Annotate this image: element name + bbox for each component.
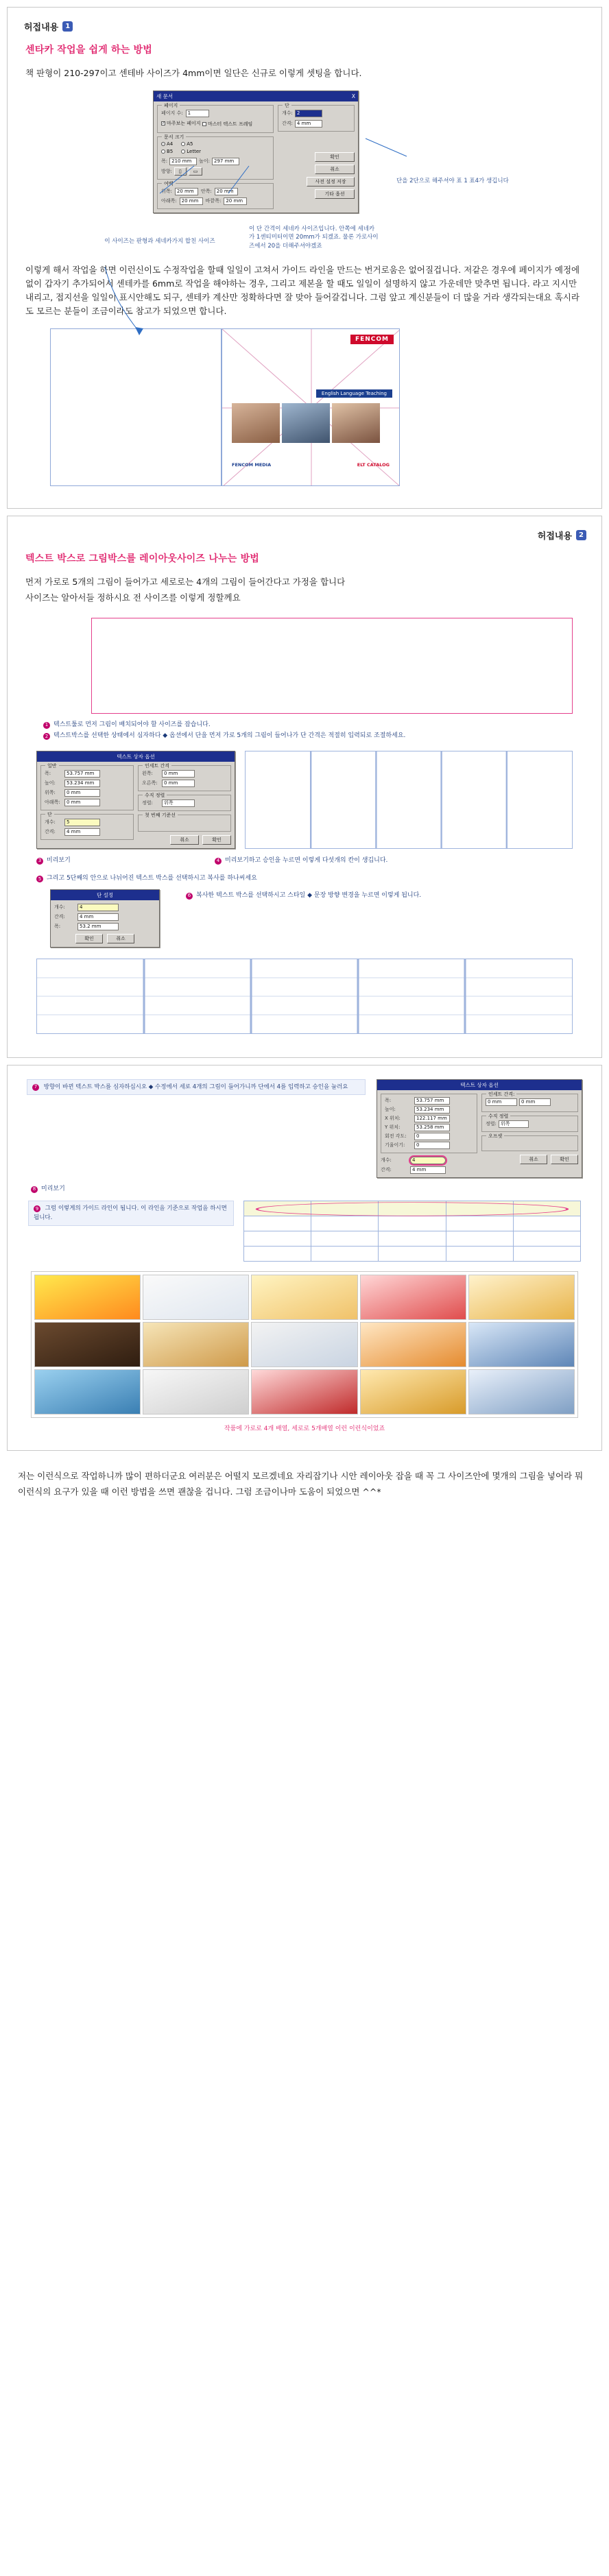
- width-input[interactable]: 53.2 mm: [77, 923, 119, 930]
- table-row: [244, 1216, 581, 1231]
- grid-cell: [379, 1216, 446, 1231]
- baseline-group: [138, 812, 231, 832]
- section-1-header: [24, 20, 586, 33]
- section-2-number-badge: 2: [576, 530, 586, 540]
- radio-icon: [161, 149, 165, 154]
- caption-preview-3: [31, 1185, 586, 1194]
- count-input[interactable]: 4: [77, 904, 119, 911]
- caption-below2: [186, 891, 573, 901]
- cover-tagline: English Language Teaching: [316, 389, 392, 398]
- radio-a5[interactable]: [181, 141, 193, 147]
- cover-spread: [50, 328, 586, 486]
- column-group-label: 단: [283, 102, 291, 109]
- cover-photo-1: [232, 403, 280, 443]
- column-preview-grid: [245, 751, 573, 849]
- column-guides: [246, 751, 572, 848]
- catalog-layout-mock: [31, 1271, 578, 1418]
- margin-bottom-label: 아래쪽:: [161, 198, 177, 204]
- column-group: [40, 811, 134, 840]
- section-2-intro-2: 사이즈는 알아서들 정하시요 전 사이즈를 이렇게 정할께요: [25, 592, 241, 603]
- section-3-mid-row: [28, 1201, 581, 1262]
- guide-grid-table: [243, 1201, 581, 1262]
- caption-below: [36, 874, 573, 884]
- section-1-sheet: [7, 7, 602, 509]
- width-label: 폭:: [385, 1098, 392, 1103]
- radio-a4[interactable]: [161, 141, 173, 147]
- textbox-options-dialog-2[interactable]: [377, 1079, 582, 1178]
- column-group: [278, 102, 355, 132]
- width-input[interactable]: 53.757 mm: [64, 770, 100, 778]
- page-group-label: 페이지: [162, 102, 180, 109]
- margin-inside-label: 안쪽:: [200, 189, 212, 194]
- dialog-title-text: 텍스트 상자 옵션: [460, 1081, 499, 1088]
- vjust-group: [138, 792, 231, 811]
- general-group-label: 일반: [45, 762, 59, 769]
- catalog-item: [251, 1322, 357, 1367]
- x-input[interactable]: 122.117 mm: [414, 1115, 450, 1122]
- radio-letter-label: Letter: [187, 148, 202, 154]
- inset-group: [138, 762, 231, 791]
- ok-button[interactable]: 확인: [315, 152, 355, 162]
- geometry-group: [381, 1094, 477, 1153]
- inset-left-label: 왼쪽:: [142, 771, 153, 776]
- margin-group: [157, 180, 274, 209]
- table-row: [244, 1201, 581, 1216]
- callout-left: 이 사이즈는 판형과 세네카가지 합친 사이즈: [104, 237, 215, 245]
- new-document-dialog[interactable]: [153, 91, 359, 213]
- col-count-label: 개수:: [45, 819, 56, 825]
- inset-right-input[interactable]: 0 mm: [162, 780, 195, 787]
- x-label: X 위치:: [385, 1116, 401, 1121]
- grid-cell: [446, 1231, 513, 1247]
- caption-right-text: 미리보기하고 승인을 누르면 이렇게 다섯개의 칸이 생깁니다.: [225, 856, 388, 864]
- bullet-5-icon: 5: [36, 876, 43, 882]
- facing-pages-label: 마주보는 페이지: [167, 120, 201, 126]
- rotated-grid-preview: [36, 959, 573, 1034]
- align-select[interactable]: 위쪽: [162, 799, 195, 807]
- bullet-8-icon: 8: [31, 1186, 38, 1193]
- caption-preview-3-text: 미리보기: [41, 1185, 65, 1192]
- catalog-item: [468, 1322, 575, 1367]
- grid-cell: [446, 1216, 513, 1231]
- section-1-intro: 책 판형이 210-297이고 센테바 사이즈가 4mm이면 일단은 신규로 이렇게 셋팅을 합니다.: [25, 68, 362, 78]
- grid-cell: [244, 1231, 311, 1247]
- catalog-item: [34, 1369, 141, 1415]
- cancel-button[interactable]: 취소: [107, 934, 134, 943]
- empty-text-box[interactable]: [91, 618, 573, 714]
- facing-pages-checkbox[interactable]: [161, 120, 201, 127]
- grid-cell: [311, 1216, 379, 1231]
- dialog-title-text: 새 문서: [156, 93, 174, 99]
- radio-icon: [181, 142, 185, 146]
- front-cover-page: [222, 328, 400, 486]
- inset-group: [481, 1091, 578, 1112]
- checkbox-icon: [202, 122, 206, 126]
- doc-size-group: [157, 136, 274, 180]
- cover-photo-2: [282, 403, 330, 443]
- catalog-item: [34, 1275, 141, 1320]
- section-1-number-badge: 1: [62, 21, 73, 32]
- width-label: 폭:: [45, 771, 51, 776]
- inset-top-input[interactable]: 0 mm: [64, 789, 100, 797]
- page-count-label: 페이지 수:: [161, 110, 183, 116]
- align-label: 정렬:: [486, 1121, 497, 1127]
- catalog-item: [360, 1369, 466, 1415]
- grid-cell: [379, 1231, 446, 1247]
- section-2-sheet: [7, 516, 602, 1058]
- dialog-body: [154, 101, 358, 213]
- grid-cell: [446, 1201, 513, 1216]
- width-label: 폭:: [54, 924, 61, 929]
- section-1-header-label: 허접내용: [24, 23, 59, 33]
- skew-input[interactable]: 0: [414, 1142, 450, 1149]
- angle-input[interactable]: 0: [414, 1133, 450, 1140]
- column-gutter-input[interactable]: 4 mm: [295, 120, 322, 128]
- back-cover-page: [50, 328, 222, 486]
- more-options-button[interactable]: 기타 옵션: [315, 189, 355, 199]
- vjust-group-label: 수직 정렬: [486, 1113, 510, 1120]
- column-settings-dialog[interactable]: [50, 889, 160, 948]
- catalog-item: [143, 1369, 249, 1415]
- guide-grid-wrap: [243, 1201, 581, 1262]
- inset-left-input[interactable]: 0 mm: [162, 770, 195, 778]
- offset-group: [481, 1135, 578, 1151]
- inset-bottom-label: 아래쪽:: [45, 799, 60, 805]
- col-gutter-input[interactable]: 4 mm: [64, 828, 100, 836]
- section-2-caption-row: [36, 854, 573, 868]
- note-item: [43, 732, 566, 741]
- ok-button[interactable]: 확인: [551, 1155, 578, 1164]
- column-group-label: 단: [45, 811, 54, 818]
- margin-bottom-input[interactable]: 20 mm: [180, 197, 203, 205]
- width-label: 폭:: [161, 158, 168, 164]
- gutter-label: 간격:: [54, 914, 65, 919]
- textbox-options-row: [36, 751, 573, 849]
- caption-mid-text: 그럼 이렇게의 가이드 라인이 됩니다. 이 라인을 기준으로 작업을 하시면 됩니다.: [34, 1205, 227, 1221]
- close-icon[interactable]: X: [351, 93, 355, 99]
- callout-mid: 이 단 간격이 세네카 사이즈입니다. 안쪽에 세네카가 1센티미터이면 20mm가 되겠죠. 물론 가로사이즈에서 20을 더해주셔야겠죠: [249, 225, 379, 250]
- align-label: 정렬:: [142, 800, 153, 806]
- skew-label: 기울이기:: [385, 1142, 405, 1148]
- bullet-7-icon: 7: [32, 1084, 39, 1091]
- cover-bottom-right: ELT CATALOG: [357, 461, 390, 468]
- margin-outside-input[interactable]: 20 mm: [224, 197, 247, 205]
- section-3-top-row: [27, 1079, 582, 1178]
- dialog-titlebar: [377, 1080, 582, 1090]
- cover-photo-3: [332, 403, 380, 443]
- col-count-input[interactable]: 5: [64, 819, 100, 826]
- radio-a4-label: A4: [167, 141, 174, 147]
- angle-label: 회전 각도:: [385, 1133, 407, 1139]
- bullet-1-icon: 1: [43, 722, 50, 729]
- caption-preview-text: 미리보기: [47, 856, 71, 864]
- inset-b-input[interactable]: 0 mm: [519, 1098, 551, 1106]
- section-2-intro-1: 먼저 가로로 5개의 그림이 들어가고 세로로는 4개의 그림이 들어간다고 가정을 합니다: [25, 576, 346, 587]
- grid-cell: [513, 1231, 580, 1247]
- general-group: [40, 762, 134, 810]
- master-frame-label: 마스터 텍스트 프레임: [207, 121, 253, 127]
- section-2-header-label: 허접내용: [537, 531, 572, 542]
- bullet-4-icon: 4: [215, 858, 222, 865]
- section-1-title: 센타카 작업을 쉽게 하는 방법: [25, 45, 152, 56]
- save-preset-button[interactable]: 사전 설정 저장: [307, 177, 355, 186]
- note-2-text: 텍스트박스를 선택한 상태에서 심자하다 ◆ 옵션에서 단을 먼저 가로 5개의 그림이 들어나가 단 간격은 적절히 입력되로 조절하세요.: [53, 732, 406, 739]
- catalog-item: [360, 1322, 466, 1367]
- section-1-para2: 이렇게 해서 작업을 하면 이런신이도 수정작업을 할때 일일이 고쳐서 가이드 라인을 만드는 번거로움은 없어질겁니다. 저같은 경우에 페이지가 예정에 없이 갑자기 추가되어서 센테카를 6mm로 작업을 해야하는 경우, 그리고 제본을 할 때도 일일이 설명하지 않고 가운데만 맞추면 됩니다. 라고 지시만 내리고, 접지선을 일일이 표시안해도 되구, 센테카 계산만 정확하다면 잘 맞아 들어갈겁니다. 그럼 앞고 계신분들이 더 많을 거라 생각되는대요 혹시라도 모르는 분들이 조금이라도 참고가 되었으면 합니다.: [25, 264, 580, 317]
- gutter-input[interactable]: 4 mm: [77, 913, 119, 921]
- col-gutter-input[interactable]: 4 mm: [410, 1166, 446, 1174]
- catalog-item: [468, 1369, 575, 1415]
- master-frame-checkbox[interactable]: [202, 121, 252, 128]
- doc-size-group-label: 문서 크기: [162, 134, 186, 141]
- section-3-sheet: [7, 1065, 602, 1452]
- catalog-item: [251, 1275, 357, 1320]
- note-item: [43, 721, 566, 730]
- page-group: [157, 102, 274, 133]
- section-2-title: 텍스트 박스로 그림박스를 레이아웃사이즈 나누는 방법: [25, 553, 260, 564]
- orientation-portrait-button[interactable]: ▯: [174, 167, 187, 176]
- inset-a-input[interactable]: 0 mm: [486, 1098, 517, 1106]
- grid-cell: [244, 1247, 311, 1262]
- catalog-item: [143, 1322, 249, 1367]
- offset-group-label: 오프셋: [486, 1133, 504, 1140]
- orientation-label: 방향:: [161, 168, 172, 174]
- column-gutter-label: 간격:: [282, 121, 293, 126]
- caption-right: [215, 856, 573, 866]
- margin-group-label: 여백: [162, 180, 176, 187]
- grid-cell: [244, 1216, 311, 1231]
- y-label: Y 위치:: [385, 1124, 401, 1130]
- dialog-titlebar: [154, 91, 358, 101]
- column-count-label: 개수:: [282, 110, 293, 116]
- catalog-item: [143, 1275, 249, 1320]
- dialog-body: [51, 900, 159, 947]
- grid-cell: [244, 1201, 311, 1216]
- baseline-group-label: 첫 번째 기준선: [143, 812, 178, 819]
- margin-inside-input[interactable]: 20 mm: [215, 188, 238, 195]
- bullet-9-icon: 9: [34, 1205, 40, 1212]
- dialog-body: [377, 1090, 582, 1177]
- margin-top-label: 위쪽:: [161, 189, 172, 194]
- height-label: 높이:: [45, 780, 56, 786]
- catalog-item: [251, 1369, 357, 1415]
- cancel-button[interactable]: 취소: [315, 165, 355, 174]
- textbox-options-dialog[interactable]: [36, 751, 235, 849]
- inset-right-label: 오른쪽:: [142, 780, 158, 786]
- radio-icon: [161, 142, 165, 146]
- radio-icon: [181, 149, 185, 154]
- dialog-titlebar: [37, 751, 235, 762]
- ok-button[interactable]: 확인: [75, 934, 103, 943]
- radio-letter[interactable]: [181, 149, 201, 154]
- section-2-header: [24, 529, 586, 542]
- grid-cell: [311, 1231, 379, 1247]
- grid-cell: [379, 1201, 446, 1216]
- checkbox-icon: [161, 121, 165, 125]
- grid-cell: [311, 1247, 379, 1262]
- grid-guides: [37, 959, 572, 1033]
- width-input[interactable]: 210 mm: [169, 158, 197, 165]
- cancel-button[interactable]: 취소: [170, 835, 199, 845]
- vjust-group: [481, 1113, 578, 1132]
- column-count-input[interactable]: 2: [295, 110, 322, 117]
- note-1-text: 텍스트툴로 먼저 그림이 배치되어야 할 사이즈를 잡습니다.: [53, 721, 211, 728]
- grid-cell: [513, 1216, 580, 1231]
- height-label: 높이:: [385, 1107, 396, 1112]
- caption-mid: [28, 1201, 234, 1226]
- closing-paragraph: 저는 이런식으로 작업하니까 많이 편하더군요 여러분은 어떨지 모르겠네요 자리잡기나 시안 레이아웃 잡을 때 꼭 그 사이즈안에 몇개의 그림을 넣어라 뭐 이런식의 요구가 있을 때 이런 방법을 쓰면 괜찮을 겁니다. 그럼 조금이나마 도움이 되었으면 ^^*: [18, 1471, 584, 1497]
- radio-b5-label: B5: [167, 148, 174, 154]
- align-select[interactable]: 위쪽: [499, 1120, 529, 1128]
- radio-b5[interactable]: [161, 149, 173, 154]
- col-gutter-label: 간격:: [45, 829, 56, 834]
- inset-group-label: 인세트 간격: [143, 762, 171, 769]
- height-input[interactable]: 53.234 mm: [64, 780, 100, 787]
- catalog-item: [360, 1275, 466, 1320]
- margin-top-input[interactable]: 20 mm: [175, 188, 198, 195]
- count-label: 개수:: [54, 904, 65, 910]
- catalog-item: [468, 1275, 575, 1320]
- cover-bottom-left: FENCOM MEDIA: [232, 461, 272, 468]
- page-count-input[interactable]: 1: [186, 110, 209, 117]
- grid-cell: [513, 1247, 580, 1262]
- ok-button[interactable]: 확인: [202, 835, 231, 845]
- cover-brand-logo: FENCOM: [350, 335, 394, 344]
- caption-top-text: 방향이 바뀐 텍스트 박스를 심자하십시오 ◆ 수정에서 세로 4개의 그림이 들어가니까 단에서 4를 입력하고 승인을 눌러요: [43, 1083, 348, 1091]
- col-count-label: 개수:: [381, 1157, 392, 1163]
- caption-below-text: 그리고 5단째의 안으로 나뉘어진 텍스트 박스를 선택하시고 복사를 하나씨세요: [47, 875, 257, 882]
- new-document-dialog-area: [23, 91, 586, 214]
- small-dialog-row: [36, 889, 573, 948]
- width-input[interactable]: 53.757 mm: [414, 1097, 450, 1105]
- caption-below2-text: 복사한 텍스트 박스를 선택하시고 스타일 ◆ 문장 방향 변경을 누르면 이렇게 됩니다.: [196, 891, 422, 899]
- height-label: 높이:: [199, 158, 211, 164]
- dialog-title-text: 단 설정: [96, 891, 114, 898]
- inset-top-label: 위쪽:: [45, 790, 56, 795]
- vjust-group-label: 수직 정렬: [143, 792, 167, 799]
- inset-group-label: 인세트 간격:: [486, 1091, 516, 1098]
- bullet-6-icon: 6: [186, 893, 193, 900]
- margin-outside-label: 바깥쪽:: [205, 198, 222, 204]
- caption-top: [27, 1079, 366, 1096]
- grid-cell: [379, 1247, 446, 1262]
- grid-cell: [513, 1201, 580, 1216]
- orientation-landscape-button[interactable]: ▭: [189, 167, 203, 176]
- catalog-item: [34, 1322, 141, 1367]
- height-input[interactable]: 297 mm: [212, 158, 239, 165]
- bullet-3-icon: 3: [36, 858, 43, 865]
- bullet-2-icon: 2: [43, 733, 50, 740]
- callout-right: 단을 2단으로 해주셔야 표 1 표4가 생깁니다: [396, 177, 509, 184]
- col-gutter-label: 간격:: [381, 1167, 392, 1172]
- section-2-notes: [43, 721, 566, 741]
- grid-cell: [446, 1247, 513, 1262]
- table-row: [244, 1247, 581, 1262]
- height-input[interactable]: 53.234 mm: [414, 1106, 450, 1114]
- dialog-titlebar: [51, 890, 159, 900]
- radio-a5-label: A5: [187, 141, 193, 147]
- y-input[interactable]: 53.258 mm: [414, 1124, 450, 1131]
- dialog-body: [37, 762, 235, 848]
- grid-cell: [311, 1201, 379, 1216]
- table-row: [244, 1231, 581, 1247]
- cover-photo-strip: [232, 403, 380, 443]
- inset-bottom-input[interactable]: 0 mm: [64, 799, 100, 806]
- catalog-caption: 작품에 가로로 4개 배열, 세로로 5개배열 이런 이런식이었죠: [224, 1425, 385, 1432]
- dialog-title-text: 텍스트 상자 옵션: [117, 753, 155, 760]
- col-count-input[interactable]: 4: [410, 1157, 446, 1164]
- cancel-button[interactable]: 취소: [520, 1155, 547, 1164]
- caption-preview: [36, 856, 201, 866]
